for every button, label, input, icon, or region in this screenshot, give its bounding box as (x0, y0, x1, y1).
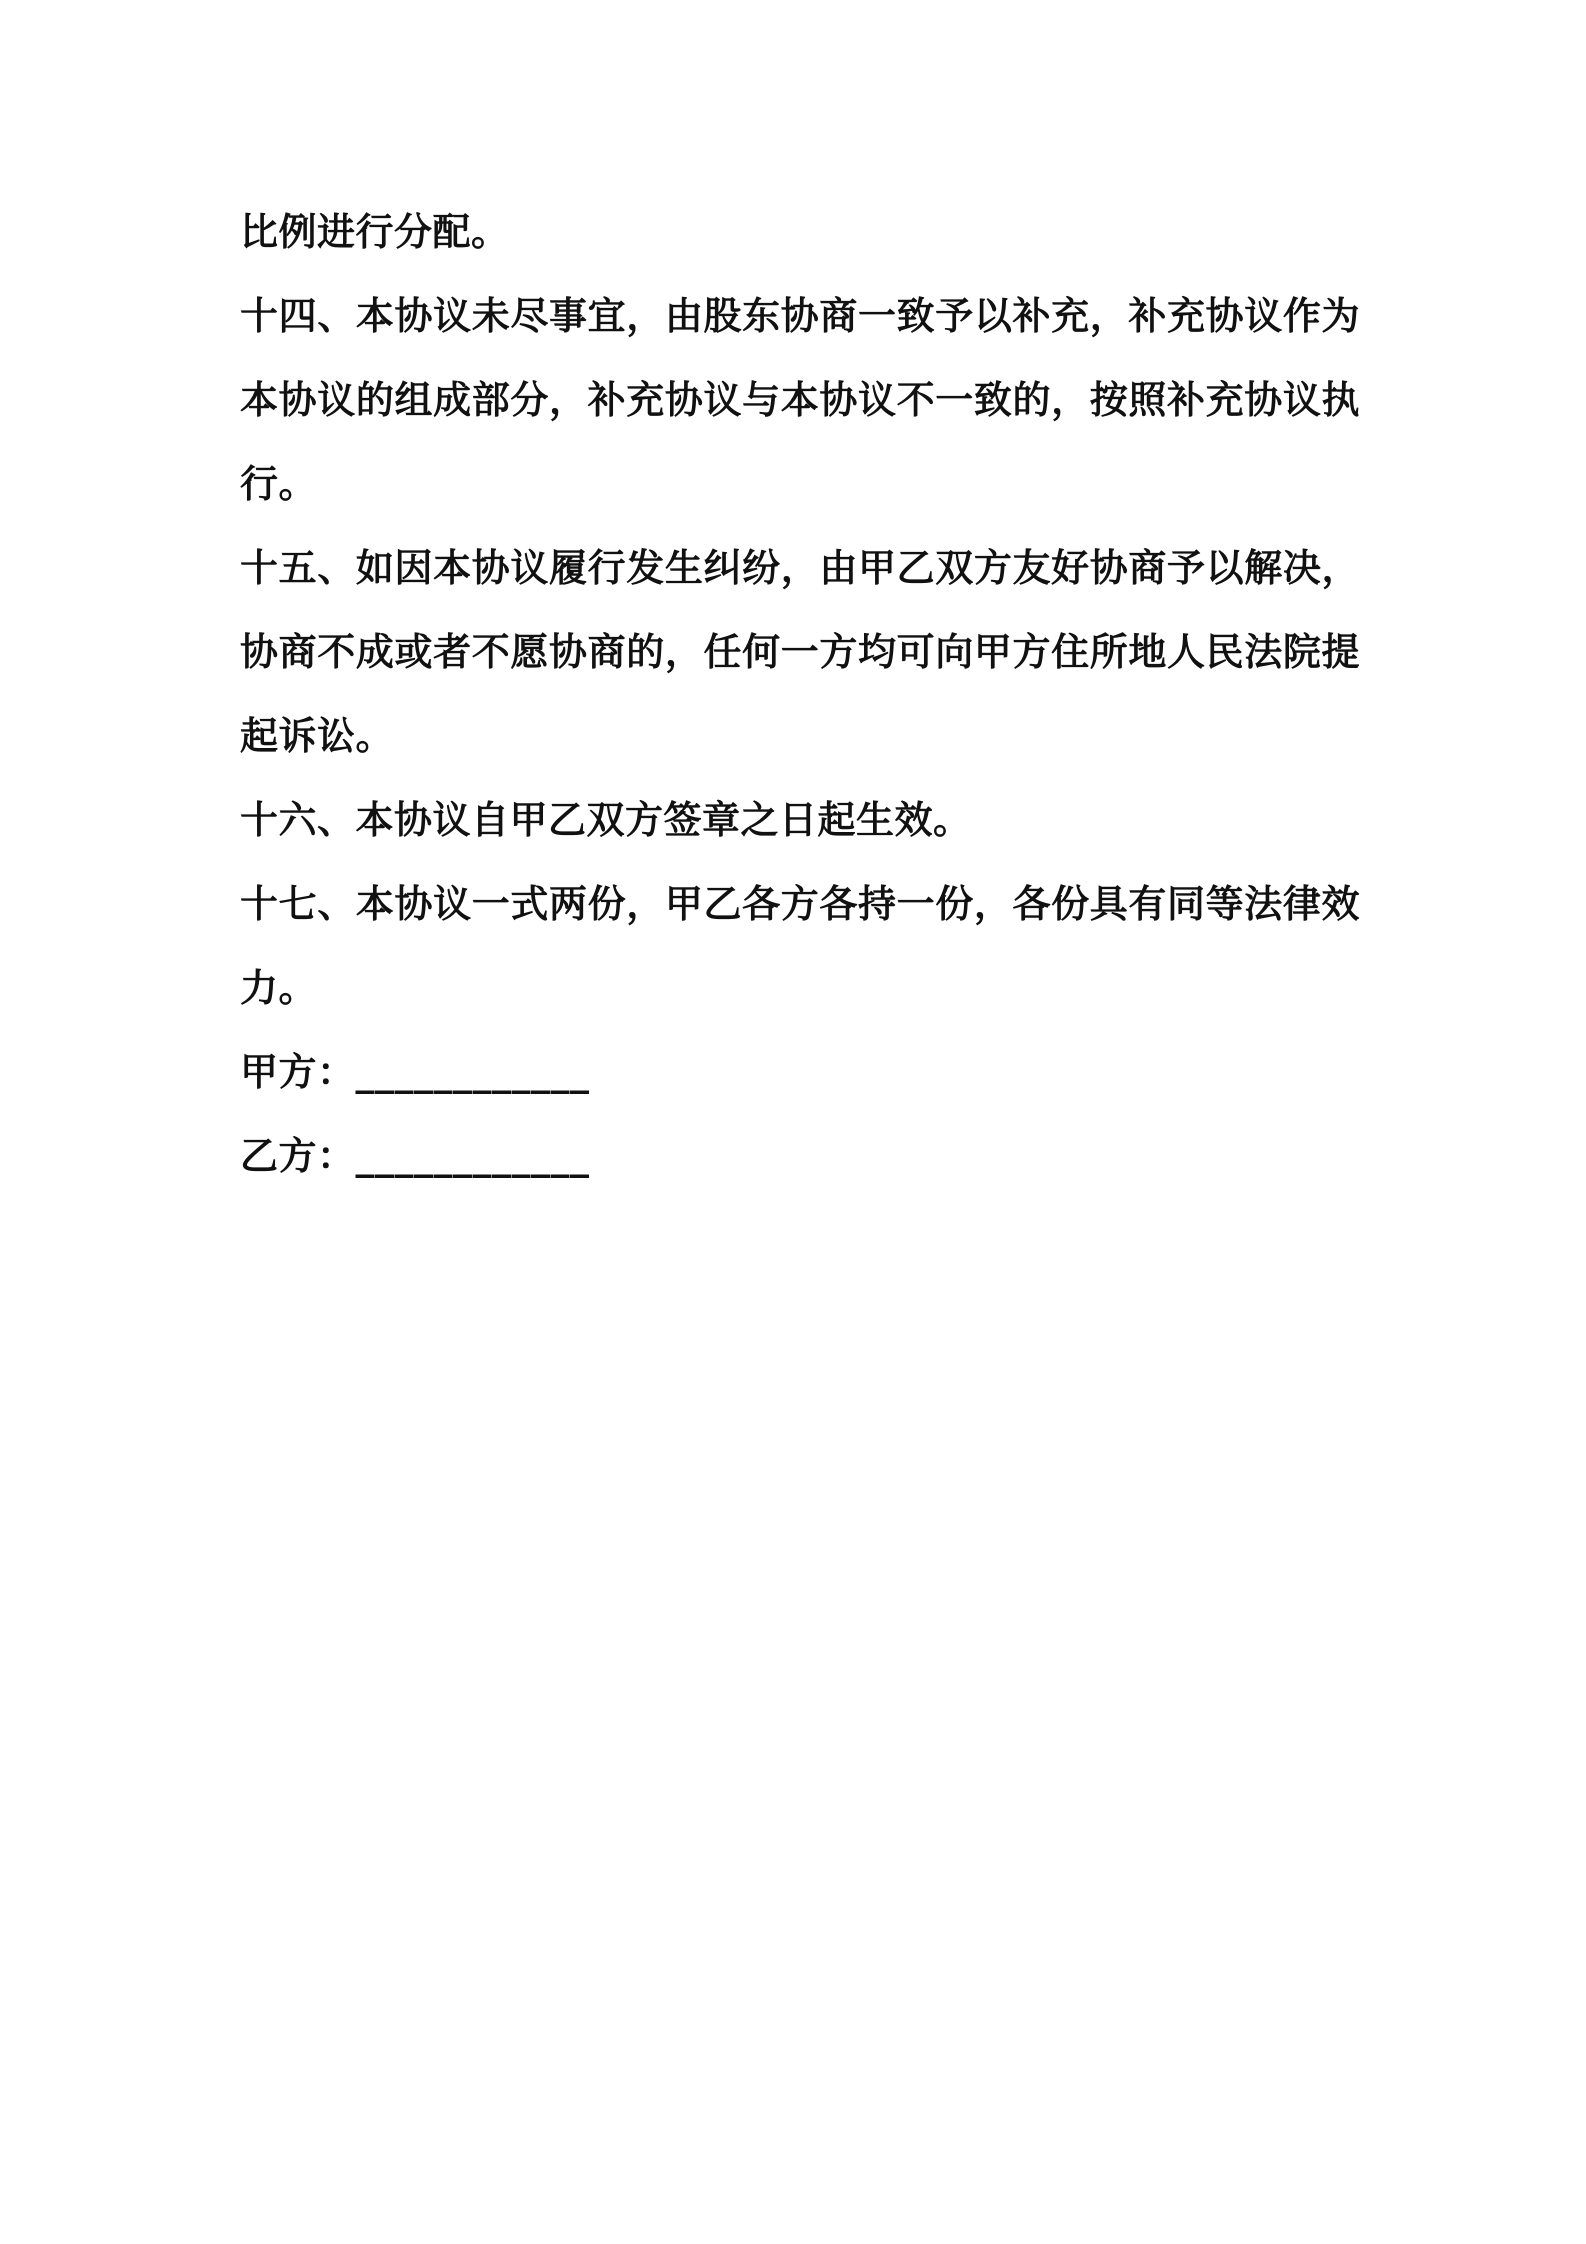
clause-16: 十六、本协议自甲乙双方签章之日起生效。 (240, 798, 972, 842)
clause-14: 十四、本协议未尽事宜，由股东协商一致予以补充，补充协议作为本协议的组成部分，补充协议与本协议不一致的，按照补充协议执行。 (240, 294, 1360, 506)
clause-17: 十七、本协议一式两份，甲乙各方各持一份，各份具有同等法律效力。 (240, 882, 1360, 1010)
document-body (240, 190, 1360, 1198)
party-a-signature-line (240, 1030, 1360, 1114)
party-b-signature-line (240, 1114, 1360, 1198)
party-b-blank: ____________ (355, 1134, 590, 1178)
paragraph-continuation: 比例进行分配。 (240, 210, 510, 254)
party-a-label: 甲方： (240, 1050, 356, 1094)
clause-15: 十五、如因本协议履行发生纠纷，由甲乙双方友好协商予以解决，协商不成或者不愿协商的，任何一方均可向甲方住所地人民法院提起诉讼。 (240, 546, 1360, 758)
party-b-label: 乙方： (240, 1134, 356, 1178)
party-a-blank: ____________ (355, 1050, 590, 1094)
